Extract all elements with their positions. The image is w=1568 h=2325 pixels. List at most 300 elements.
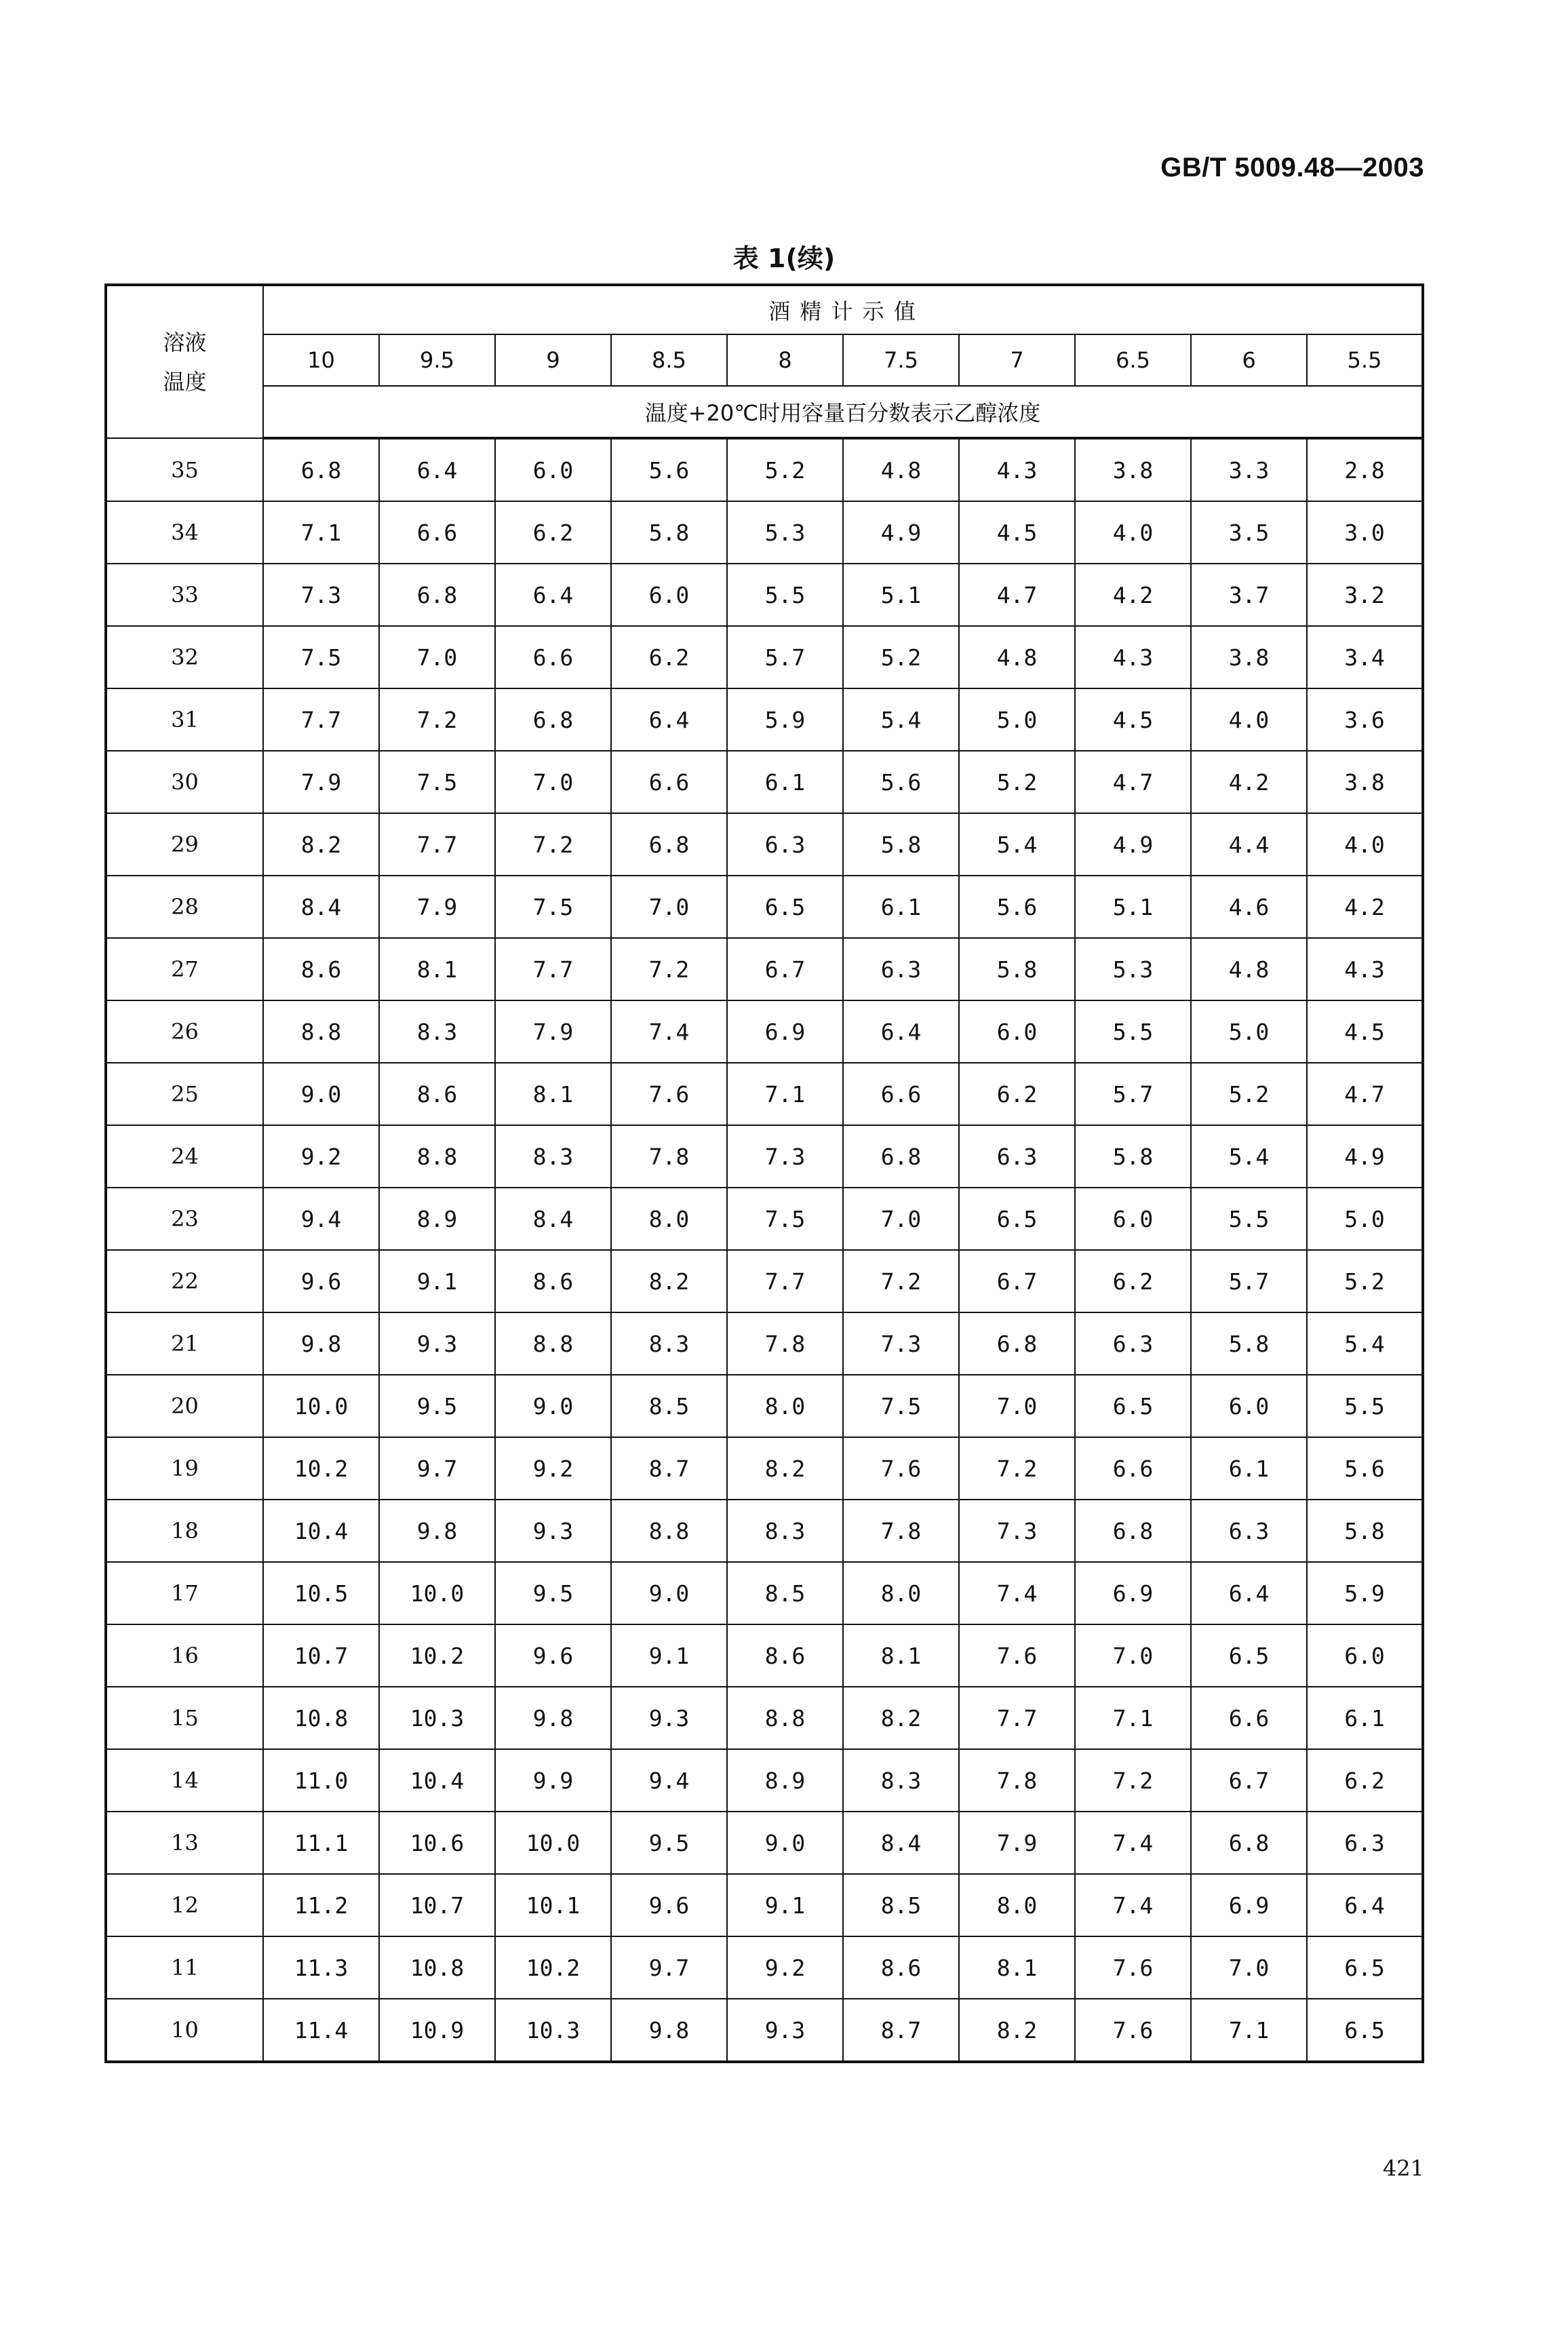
concentration-cell: 8.6 (263, 938, 379, 1000)
concentration-cell: 8.4 (843, 1812, 959, 1874)
concentration-cell: 3.7 (1191, 564, 1307, 626)
concentration-cell: 7.0 (611, 876, 727, 938)
concentration-cell: 7.4 (1075, 1812, 1191, 1874)
table-row (106, 1063, 1423, 1125)
concentration-cell: 7.6 (843, 1437, 959, 1500)
temperature-cell: 17 (106, 1562, 263, 1624)
concentration-cell: 7.1 (1191, 1999, 1307, 2062)
concentration-cell: 10.2 (379, 1624, 495, 1687)
concentration-cell: 5.4 (959, 813, 1075, 876)
concentration-cell: 8.3 (843, 1749, 959, 1812)
row-label-line2: 温度 (163, 368, 207, 395)
temperature-cell: 14 (106, 1749, 263, 1812)
table-row (106, 688, 1423, 751)
concentration-cell: 7.5 (379, 751, 495, 813)
concentration-cell: 5.1 (1075, 876, 1191, 938)
table-body (106, 438, 1423, 2062)
temperature-cell: 35 (106, 438, 263, 501)
concentration-cell: 10.4 (379, 1749, 495, 1812)
concentration-cell: 5.8 (843, 813, 959, 876)
table-row (106, 876, 1423, 938)
concentration-cell: 3.2 (1307, 564, 1423, 626)
concentration-cell: 5.6 (611, 438, 727, 501)
concentration-cell: 5.6 (1307, 1437, 1423, 1500)
concentration-cell: 10.0 (263, 1375, 379, 1437)
concentration-cell: 9.2 (263, 1125, 379, 1188)
concentration-cell: 5.0 (959, 688, 1075, 751)
concentration-cell: 8.6 (379, 1063, 495, 1125)
temperature-cell: 30 (106, 751, 263, 813)
concentration-cell: 9.1 (379, 1250, 495, 1312)
temperature-cell: 26 (106, 1000, 263, 1063)
concentration-cell: 7.6 (959, 1624, 1075, 1687)
concentration-cell: 8.5 (843, 1874, 959, 1936)
row-label-header (106, 285, 263, 438)
concentration-cell: 4.3 (1075, 626, 1191, 688)
concentration-cell: 8.2 (843, 1687, 959, 1749)
concentration-cell: 11.4 (263, 1999, 379, 2062)
concentration-cell: 5.2 (1191, 1063, 1307, 1125)
concentration-cell: 5.9 (727, 688, 843, 751)
row-label-line1: 溶液 (163, 329, 207, 355)
table-row (106, 1500, 1423, 1562)
concentration-cell: 6.0 (611, 564, 727, 626)
concentration-cell: 8.5 (727, 1562, 843, 1624)
table-row (106, 1936, 1423, 1999)
meter-value-header: 5.5 (1307, 334, 1423, 386)
concentration-cell: 7.9 (959, 1812, 1075, 1874)
concentration-cell: 6.0 (1307, 1624, 1423, 1687)
concentration-cell: 4.7 (959, 564, 1075, 626)
concentration-cell: 5.5 (1075, 1000, 1191, 1063)
concentration-cell: 6.3 (1075, 1312, 1191, 1375)
header-row-unit-caption (106, 386, 1423, 438)
concentration-cell: 7.8 (727, 1312, 843, 1375)
temperature-cell: 13 (106, 1812, 263, 1874)
concentration-cell: 5.2 (843, 626, 959, 688)
concentration-cell: 6.7 (1191, 1749, 1307, 1812)
concentration-cell: 7.7 (727, 1250, 843, 1312)
concentration-cell: 6.9 (1191, 1874, 1307, 1936)
concentration-cell: 6.2 (959, 1063, 1075, 1125)
concentration-cell: 7.0 (959, 1375, 1075, 1437)
concentration-cell: 5.8 (959, 938, 1075, 1000)
concentration-cell: 6.6 (1075, 1437, 1191, 1500)
concentration-cell: 4.2 (1075, 564, 1191, 626)
meter-value-header: 6.5 (1075, 334, 1191, 386)
concentration-cell: 9.3 (379, 1312, 495, 1375)
concentration-cell: 7.2 (959, 1437, 1075, 1500)
concentration-cell: 4.8 (1191, 938, 1307, 1000)
concentration-cell: 7.8 (611, 1125, 727, 1188)
concentration-cell: 4.2 (1191, 751, 1307, 813)
concentration-cell: 7.2 (1075, 1749, 1191, 1812)
meter-value-header: 8.5 (611, 334, 727, 386)
concentration-cell: 9.8 (263, 1312, 379, 1375)
concentration-cell: 6.0 (495, 438, 611, 501)
concentration-cell: 11.3 (263, 1936, 379, 1999)
concentration-cell: 9.5 (379, 1375, 495, 1437)
concentration-cell: 8.1 (959, 1936, 1075, 1999)
concentration-cell: 7.4 (959, 1562, 1075, 1624)
concentration-cell: 6.6 (1191, 1687, 1307, 1749)
concentration-cell: 7.0 (1075, 1624, 1191, 1687)
concentration-cell: 10.7 (379, 1874, 495, 1936)
concentration-cell: 6.8 (495, 688, 611, 751)
concentration-cell: 8.6 (727, 1624, 843, 1687)
concentration-cell: 7.4 (611, 1000, 727, 1063)
concentration-cell: 5.7 (1191, 1250, 1307, 1312)
concentration-cell: 2.8 (1307, 438, 1423, 501)
concentration-cell: 8.2 (959, 1999, 1075, 2062)
concentration-cell: 5.5 (1191, 1188, 1307, 1250)
concentration-cell: 6.7 (959, 1250, 1075, 1312)
table-row (106, 1999, 1423, 2062)
concentration-cell: 6.1 (1191, 1437, 1307, 1500)
temperature-cell: 19 (106, 1437, 263, 1500)
concentration-cell: 7.0 (1191, 1936, 1307, 1999)
concentration-cell: 4.9 (1075, 813, 1191, 876)
concentration-cell: 10.2 (263, 1437, 379, 1500)
concentration-cell: 6.5 (1191, 1624, 1307, 1687)
concentration-cell: 10.3 (495, 1999, 611, 2062)
table-row (106, 1250, 1423, 1312)
concentration-cell: 5.8 (1075, 1125, 1191, 1188)
concentration-cell: 3.8 (1307, 751, 1423, 813)
concentration-cell: 9.3 (495, 1500, 611, 1562)
table-row (106, 1437, 1423, 1500)
concentration-cell: 6.5 (727, 876, 843, 938)
concentration-cell: 9.1 (727, 1874, 843, 1936)
concentration-cell: 7.6 (1075, 1999, 1191, 2062)
concentration-cell: 8.8 (495, 1312, 611, 1375)
concentration-cell: 11.1 (263, 1812, 379, 1874)
concentration-cell: 11.0 (263, 1749, 379, 1812)
concentration-cell: 7.7 (379, 813, 495, 876)
concentration-cell: 9.7 (379, 1437, 495, 1500)
table-row (106, 1749, 1423, 1812)
concentration-cell: 9.2 (727, 1936, 843, 1999)
concentration-cell: 10.8 (263, 1687, 379, 1749)
concentration-cell: 8.3 (379, 1000, 495, 1063)
temperature-cell: 18 (106, 1500, 263, 1562)
temperature-cell: 21 (106, 1312, 263, 1375)
temperature-cell: 24 (106, 1125, 263, 1188)
concentration-cell: 3.3 (1191, 438, 1307, 501)
concentration-cell: 5.7 (727, 626, 843, 688)
concentration-cell: 10.3 (379, 1687, 495, 1749)
concentration-cell: 8.0 (843, 1562, 959, 1624)
concentration-cell: 8.3 (611, 1312, 727, 1375)
concentration-cell: 5.2 (959, 751, 1075, 813)
table-row (106, 564, 1423, 626)
concentration-cell: 8.7 (843, 1999, 959, 2062)
meter-value-header: 7 (959, 334, 1075, 386)
concentration-cell: 4.0 (1307, 813, 1423, 876)
concentration-cell: 10.0 (495, 1812, 611, 1874)
table-row (106, 501, 1423, 564)
concentration-cell: 4.9 (843, 501, 959, 564)
temperature-cell: 31 (106, 688, 263, 751)
concentration-cell: 7.2 (495, 813, 611, 876)
temperature-cell: 29 (106, 813, 263, 876)
concentration-cell: 8.9 (379, 1188, 495, 1250)
table-row (106, 1812, 1423, 1874)
concentration-cell: 7.1 (1075, 1687, 1191, 1749)
concentration-cell: 6.3 (1307, 1812, 1423, 1874)
concentration-cell: 4.7 (1307, 1063, 1423, 1125)
concentration-cell: 6.8 (843, 1125, 959, 1188)
concentration-cell: 6.4 (495, 564, 611, 626)
concentration-cell: 4.0 (1075, 501, 1191, 564)
concentration-cell: 6.4 (843, 1000, 959, 1063)
table-row (106, 1375, 1423, 1437)
concentration-cell: 3.8 (1075, 438, 1191, 501)
concentration-cell: 5.6 (959, 876, 1075, 938)
concentration-cell: 6.7 (727, 938, 843, 1000)
concentration-cell: 7.9 (263, 751, 379, 813)
concentration-cell: 7.9 (495, 1000, 611, 1063)
concentration-cell: 4.9 (1307, 1125, 1423, 1188)
concentration-cell: 5.8 (1191, 1312, 1307, 1375)
meter-caption: 酒 精 计 示 值 (263, 285, 1423, 334)
table-row (106, 938, 1423, 1000)
table-row (106, 751, 1423, 813)
meter-value-header: 9 (495, 334, 611, 386)
meter-value-header: 6 (1191, 334, 1307, 386)
concentration-cell: 4.6 (1191, 876, 1307, 938)
concentration-cell: 5.8 (611, 501, 727, 564)
concentration-cell: 3.4 (1307, 626, 1423, 688)
temperature-cell: 23 (106, 1188, 263, 1250)
concentration-cell: 8.4 (495, 1188, 611, 1250)
concentration-cell: 6.5 (1307, 1999, 1423, 2062)
concentration-cell: 6.1 (843, 876, 959, 938)
concentration-cell: 9.5 (611, 1812, 727, 1874)
concentration-cell: 5.2 (1307, 1250, 1423, 1312)
concentration-cell: 9.4 (611, 1749, 727, 1812)
table-row (106, 1687, 1423, 1749)
concentration-cell: 4.5 (959, 501, 1075, 564)
concentration-cell: 6.6 (495, 626, 611, 688)
concentration-cell: 9.8 (495, 1687, 611, 1749)
concentration-cell: 3.8 (1191, 626, 1307, 688)
concentration-cell: 10.0 (379, 1562, 495, 1624)
concentration-cell: 10.5 (263, 1562, 379, 1624)
concentration-cell: 7.6 (611, 1063, 727, 1125)
concentration-cell: 7.7 (263, 688, 379, 751)
concentration-cell: 6.6 (379, 501, 495, 564)
concentration-cell: 7.2 (611, 938, 727, 1000)
concentration-cell: 8.1 (495, 1063, 611, 1125)
concentration-cell: 5.3 (1075, 938, 1191, 1000)
concentration-cell: 4.4 (1191, 813, 1307, 876)
temperature-cell: 33 (106, 564, 263, 626)
concentration-cell: 9.8 (379, 1500, 495, 1562)
concentration-cell: 6.1 (727, 751, 843, 813)
concentration-cell: 9.6 (263, 1250, 379, 1312)
concentration-cell: 9.0 (495, 1375, 611, 1437)
table-row (106, 626, 1423, 688)
concentration-cell: 4.5 (1075, 688, 1191, 751)
concentration-cell: 7.9 (379, 876, 495, 938)
table-row (106, 1312, 1423, 1375)
temperature-cell: 28 (106, 876, 263, 938)
concentration-cell: 6.8 (263, 438, 379, 501)
concentration-cell: 7.3 (727, 1125, 843, 1188)
concentration-cell: 9.5 (495, 1562, 611, 1624)
temperature-cell: 12 (106, 1874, 263, 1936)
concentration-cell: 5.5 (727, 564, 843, 626)
standard-code: GB/T 5009.48—2003 (1160, 153, 1424, 182)
concentration-cell: 9.6 (495, 1624, 611, 1687)
concentration-cell: 6.2 (495, 501, 611, 564)
concentration-cell: 7.6 (1075, 1936, 1191, 1999)
concentration-cell: 8.8 (263, 1000, 379, 1063)
concentration-cell: 6.2 (1075, 1250, 1191, 1312)
concentration-cell: 10.2 (495, 1936, 611, 1999)
concentration-cell: 9.7 (611, 1936, 727, 1999)
concentration-cell: 8.5 (611, 1375, 727, 1437)
concentration-cell: 6.4 (1191, 1562, 1307, 1624)
concentration-cell: 6.2 (1307, 1749, 1423, 1812)
concentration-cell: 8.4 (263, 876, 379, 938)
concentration-cell: 7.3 (843, 1312, 959, 1375)
concentration-cell: 8.6 (843, 1936, 959, 1999)
temperature-cell: 10 (106, 1999, 263, 2062)
concentration-cell: 10.8 (379, 1936, 495, 1999)
concentration-cell: 7.7 (959, 1687, 1075, 1749)
concentration-cell: 7.7 (495, 938, 611, 1000)
concentration-cell: 3.5 (1191, 501, 1307, 564)
concentration-cell: 6.4 (611, 688, 727, 751)
concentration-cell: 6.4 (1307, 1874, 1423, 1936)
concentration-cell: 8.2 (727, 1437, 843, 1500)
temperature-cell: 25 (106, 1063, 263, 1125)
concentration-cell: 4.0 (1191, 688, 1307, 751)
concentration-cell: 11.2 (263, 1874, 379, 1936)
concentration-cell: 7.1 (727, 1063, 843, 1125)
temperature-cell: 15 (106, 1687, 263, 1749)
concentration-cell: 7.8 (843, 1500, 959, 1562)
concentration-cell: 9.0 (611, 1562, 727, 1624)
concentration-cell: 5.6 (843, 751, 959, 813)
concentration-cell: 8.0 (959, 1874, 1075, 1936)
concentration-cell: 8.7 (611, 1437, 727, 1500)
concentration-cell: 9.3 (727, 1999, 843, 2062)
concentration-cell: 7.4 (1075, 1874, 1191, 1936)
concentration-cell: 6.1 (1307, 1687, 1423, 1749)
concentration-cell: 4.8 (843, 438, 959, 501)
temperature-cell: 22 (106, 1250, 263, 1312)
meter-value-header: 7.5 (843, 334, 959, 386)
concentration-cell: 8.8 (611, 1500, 727, 1562)
concentration-cell: 7.1 (263, 501, 379, 564)
concentration-cell: 8.1 (379, 938, 495, 1000)
concentration-cell: 9.4 (263, 1188, 379, 1250)
concentration-cell: 6.5 (959, 1188, 1075, 1250)
concentration-cell: 5.8 (1307, 1500, 1423, 1562)
concentration-cell: 7.3 (263, 564, 379, 626)
concentration-cell: 9.2 (495, 1437, 611, 1500)
meter-value-header: 10 (263, 334, 379, 386)
concentration-cell: 5.3 (727, 501, 843, 564)
concentration-cell: 6.3 (959, 1125, 1075, 1188)
concentration-cell: 6.0 (1191, 1375, 1307, 1437)
table-row (106, 1125, 1423, 1188)
concentration-cell: 6.0 (959, 1000, 1075, 1063)
unit-caption: 温度+20℃时用容量百分数表示乙醇浓度 (263, 386, 1423, 438)
meter-value-header: 9.5 (379, 334, 495, 386)
concentration-cell: 4.3 (959, 438, 1075, 501)
concentration-cell: 7.5 (727, 1188, 843, 1250)
concentration-cell: 6.5 (1307, 1936, 1423, 1999)
concentration-cell: 8.2 (263, 813, 379, 876)
temperature-cell: 20 (106, 1375, 263, 1437)
concentration-cell: 10.1 (495, 1874, 611, 1936)
table-row (106, 1188, 1423, 1250)
concentration-cell: 5.1 (843, 564, 959, 626)
concentration-cell: 3.0 (1307, 501, 1423, 564)
concentration-cell: 6.5 (1075, 1375, 1191, 1437)
concentration-cell: 5.4 (1191, 1125, 1307, 1188)
concentration-cell: 8.8 (727, 1687, 843, 1749)
temperature-cell: 32 (106, 626, 263, 688)
temperature-cell: 34 (106, 501, 263, 564)
concentration-cell: 5.7 (1075, 1063, 1191, 1125)
concentration-cell: 5.9 (1307, 1562, 1423, 1624)
concentration-cell: 9.1 (611, 1624, 727, 1687)
temperature-cell: 16 (106, 1624, 263, 1687)
temperature-cell: 11 (106, 1936, 263, 1999)
concentration-cell: 6.8 (1075, 1500, 1191, 1562)
concentration-cell: 8.2 (611, 1250, 727, 1312)
concentration-cell: 8.0 (727, 1375, 843, 1437)
concentration-cell: 9.8 (611, 1999, 727, 2062)
concentration-cell: 6.2 (611, 626, 727, 688)
concentration-cell: 7.5 (495, 876, 611, 938)
concentration-cell: 10.6 (379, 1812, 495, 1874)
concentration-cell: 9.3 (611, 1687, 727, 1749)
table-row (106, 1000, 1423, 1063)
concentration-cell: 6.8 (379, 564, 495, 626)
concentration-cell: 8.1 (843, 1624, 959, 1687)
table-row (106, 1874, 1423, 1936)
concentration-cell: 9.6 (611, 1874, 727, 1936)
concentration-cell: 6.9 (1075, 1562, 1191, 1624)
concentration-cell: 10.9 (379, 1999, 495, 2062)
page-number: 421 (1382, 2155, 1424, 2181)
concentration-cell: 7.2 (379, 688, 495, 751)
concentration-cell: 4.5 (1307, 1000, 1423, 1063)
concentration-cell: 6.8 (1191, 1812, 1307, 1874)
concentration-cell: 8.9 (727, 1749, 843, 1812)
concentration-cell: 9.0 (263, 1063, 379, 1125)
concentration-cell: 7.0 (379, 626, 495, 688)
concentration-cell: 8.6 (495, 1250, 611, 1312)
meter-value-header: 8 (727, 334, 843, 386)
concentration-cell: 5.2 (727, 438, 843, 501)
table-title: 表 1(续) (732, 243, 836, 273)
concentration-cell: 6.6 (611, 751, 727, 813)
concentration-cell: 9.0 (727, 1812, 843, 1874)
concentration-cell: 6.9 (727, 1000, 843, 1063)
concentration-cell: 4.7 (1075, 751, 1191, 813)
concentration-cell: 4.8 (959, 626, 1075, 688)
table-row (106, 1624, 1423, 1687)
concentration-cell: 6.8 (611, 813, 727, 876)
header-row-meter-values (106, 334, 1423, 386)
